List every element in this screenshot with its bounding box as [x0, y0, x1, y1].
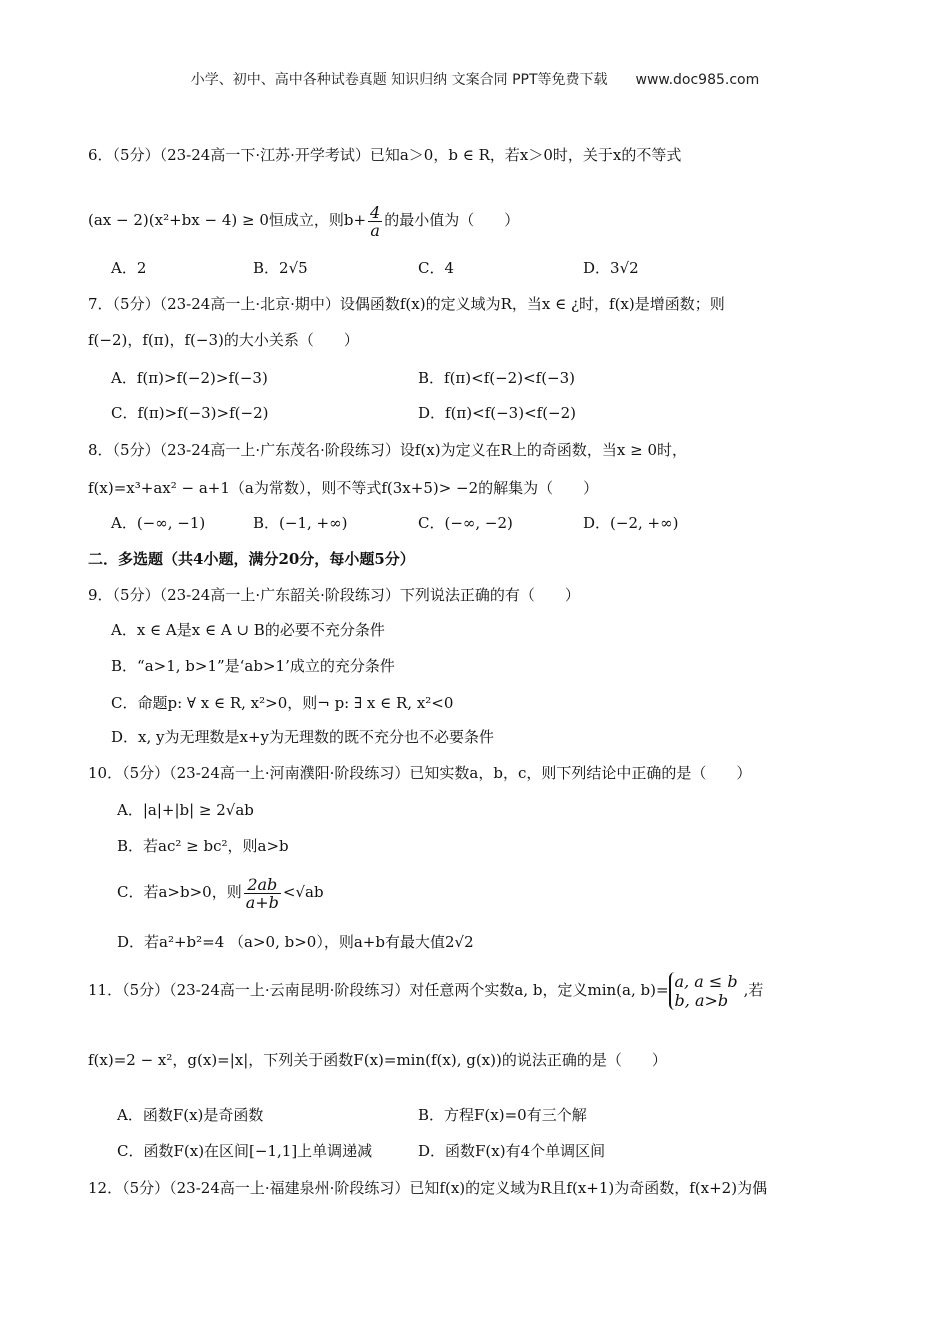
q7-line1: 7．（5分）（23-24高一上·北京·期中）设偶函数f(x)的定义域为R，当x ∈ ¿时，f(x)是增函数；则 — [88, 295, 725, 313]
q11-line1 — [88, 968, 763, 1012]
q11-case1: a, a ≤ b — [674, 972, 738, 991]
q10-option-b: B．若ac² ≥ bc²，则a>b — [117, 837, 289, 855]
q7-option-b: B．f(π)<f(−2)<f(−3) — [418, 369, 576, 387]
q11-case2: b, a>b — [674, 991, 729, 1010]
q6-fraction — [368, 204, 382, 239]
q11-piecewise — [669, 972, 738, 1010]
q10-line1: 10．（5分）（23-24高一上·河南濮阳·阶段练习）已知实数a，b，c，则下列结论中正确的是（ ） — [88, 764, 752, 782]
q9-option-d: D．x, y为无理数是x+y为无理数的既不充分也不必要条件 — [111, 728, 495, 746]
q8-line2: f(x)=x³+ax² − a+1（a为常数），则不等式f(3x+5)> −2的解集为（ ） — [88, 479, 599, 497]
q6-option-d: D．3√2 — [583, 259, 639, 277]
page-header — [0, 70, 950, 90]
q9-line1: 9．（5分）（23-24高一上·广东韶关·阶段练习）下列说法正确的有（ ） — [88, 586, 580, 604]
q6-option-c: C．4 — [418, 259, 455, 277]
q11-option-b: B．方程F(x)=0有三个解 — [418, 1106, 587, 1124]
q6-option-b: B．2√5 — [253, 259, 308, 277]
q6-option-a: A．2 — [111, 259, 147, 277]
q12-line1: 12．（5分）（23-24高一上·福建泉州·阶段练习）已知f(x)的定义域为R且f(x+1)为奇函数，f(x+2)为偶 — [88, 1179, 768, 1197]
q6-line2 — [88, 200, 519, 240]
q6-line1: 6．（5分）（23-24高一下·江苏·开学考试）已知a＞0，b ∈ R，若x＞0时，关于x的不等式 — [88, 146, 682, 164]
q10-option-d: D．若a²+b²=4 （a>0, b>0），则a+b有最大值2√2 — [117, 933, 474, 951]
section-heading: 二．多选题（共4小题，满分20分，每小题5分） — [88, 550, 415, 568]
q8-option-a: A．(−∞, −1) — [111, 514, 206, 532]
q9-option-b: B．“a>1, b>1”是‘ab>1’成立的充分条件 — [111, 657, 395, 675]
q10-optc-num: 2ab — [244, 876, 281, 894]
q11-line1-pre: 11．（5分）（23-24高一上·云南昆明·阶段练习）对任意两个实数a, b，定义min(a, b)= — [88, 981, 669, 999]
q7-option-d: D．f(π)<f(−3)<f(−2) — [418, 404, 577, 422]
q10-optc-fraction — [244, 876, 281, 911]
q7-option-a: A．f(π)>f(−2)>f(−3) — [111, 369, 268, 387]
q10-option-a: A．|a|+|b| ≥ 2√ab — [117, 801, 254, 819]
q11-line2: f(x)=2 − x²，g(x)=|x|，下列关于函数F(x)=min(f(x), g(x))的说法正确的是（ ） — [88, 1051, 667, 1069]
header-text: 小学、初中、高中各种试卷真题 知识归纳 文案合同 PPT等免费下载 — [190, 72, 608, 88]
q6-line2-pre: (ax − 2)(x²+bx − 4) ≥ 0恒成立，则b+ — [88, 211, 367, 229]
q8-option-b: B．(−1, +∞) — [253, 514, 348, 532]
q8-line1: 8．（5分）（23-24高一上·广东茂名·阶段练习）设f(x)为定义在R上的奇函数，当x ≥ 0时， — [88, 441, 687, 459]
q7-line2: f(−2)，f(π)，f(−3)的大小关系（ ） — [88, 331, 359, 349]
q7-option-c: C．f(π)>f(−3)>f(−2) — [111, 404, 269, 422]
q6-frac-den: a — [370, 220, 380, 240]
q11-line1-post: ,若 — [743, 981, 764, 999]
q11-option-d: D．函数F(x)有4个单调区间 — [418, 1142, 606, 1160]
header-url: www.doc985.com — [635, 72, 760, 88]
q8-option-d: D．(−2, +∞) — [583, 514, 679, 532]
q10-optc-pre: C．若a>b>0，则 — [117, 883, 242, 901]
q11-option-a: A．函数F(x)是奇函数 — [117, 1106, 264, 1124]
q10-optc-post: <√ab — [282, 883, 324, 901]
q10-option-c — [117, 872, 324, 912]
q6-frac-num: 4 — [370, 202, 381, 222]
q8-option-c: C．(−∞, −2) — [418, 514, 513, 532]
q10-optc-den: a+b — [245, 892, 279, 912]
q11-option-c: C．函数F(x)在区间[−1,1]上单调递减 — [117, 1142, 373, 1160]
q9-option-c: C．命题p: ∀ x ∈ R, x²>0，则¬ p: ∃ x ∈ R, x²<0 — [111, 694, 454, 712]
q6-line2-post: 的最小值为（ ） — [384, 211, 520, 229]
q9-option-a: A．x ∈ A是x ∈ A ∪ B的必要不充分条件 — [111, 621, 385, 639]
